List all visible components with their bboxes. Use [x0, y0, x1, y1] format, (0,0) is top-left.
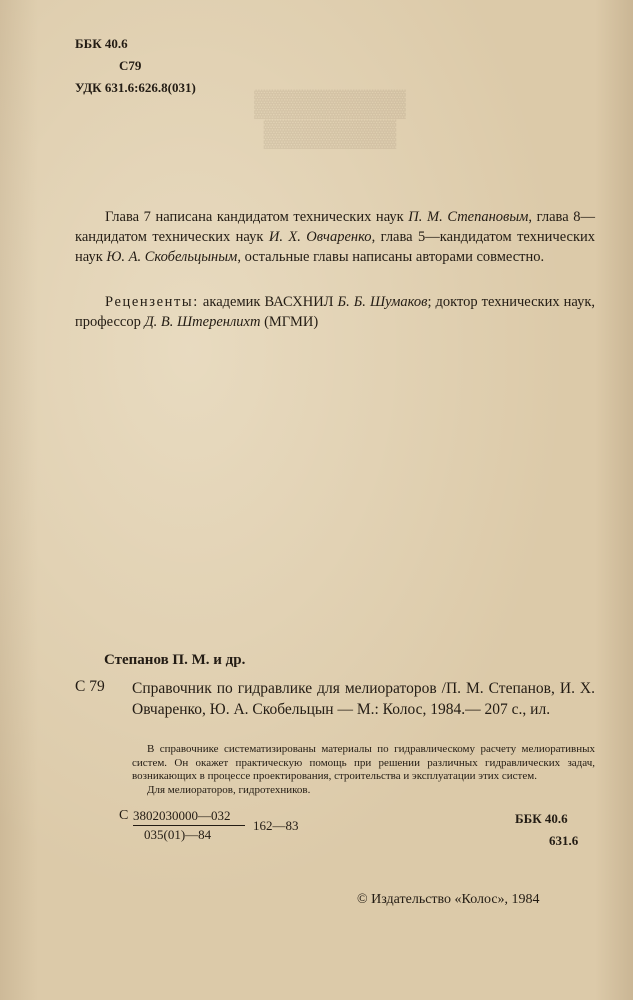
reviewer-name-2: Д. В. Штеренлихт	[144, 314, 261, 330]
author-name-2: И. Х. Овчаренко	[268, 229, 372, 245]
authors-text-3: , глава 5—кандидатом технических наук	[75, 229, 595, 265]
bbk-bottom-line-1: ББК 40.6	[515, 811, 568, 826]
reviewers-text-1: академик ВАСХНИЛ	[198, 294, 338, 310]
catalog-entry-body: Справочник по гидравлике для мелиораторов /П. М. Степанов, И. Х. Овчаренко, Ю. А. Скобельцын — М.: Колос, 1984.— 207 с., ил.	[132, 680, 595, 718]
catalog-entry-number: С 79	[75, 678, 105, 695]
catalog-code: С79	[119, 58, 142, 73]
reviewers-label: Рецензенты:	[105, 294, 199, 310]
catalog-annotation	[132, 743, 595, 797]
code-denominator: 035(01)—84	[144, 827, 212, 842]
author-name-3: Ю. А. Скобельцыным	[106, 249, 238, 265]
catalog-entry-heading: Степанов П. М. и др.	[104, 652, 246, 668]
code-fraction	[133, 808, 245, 843]
bbk-bottom-line-2: 631.6	[549, 833, 579, 848]
classification-codes	[75, 33, 196, 99]
reviewers-text-2: ; доктор технических наук, профессор	[75, 294, 595, 330]
code-suffix: 162—83	[253, 818, 299, 833]
bleed-through-shadow: ▓▓▓▓▓▓▓▓ ▓▓▓▓▓▓▓	[254, 88, 406, 147]
author-name-1: П. М. Степановым	[408, 209, 529, 225]
code-numerator: 3802030000—032	[133, 808, 245, 826]
authors-text-2: , глава 8—кандидатом технических наук	[75, 209, 595, 245]
authors-text-4: , остальные главы написаны авторами совместно.	[237, 249, 545, 265]
authors-text-1: Глава 7 написана кандидатом технических наук	[105, 209, 409, 225]
bbk-code: ББК 40.6	[75, 36, 128, 51]
udk-code: УДК 631.6:626.8(031)	[75, 80, 196, 95]
annotation-text: В справочнике систематизированы материалы по гидравлическому расчету мелиоративных систем. Он окажет практическую помощь при решении различных гидравлических задач, возникающих в процессе проектирования, строительства и эксплуатации этих систем.	[132, 743, 595, 783]
annotation-audience: Для мелиораторов, гидротехников.	[147, 783, 311, 796]
reviewers-text-3: (МГМИ)	[260, 314, 319, 330]
copyright-notice: © Издательство «Колос», 1984	[357, 892, 540, 907]
reviewer-name-1: Б. Б. Шумаков	[337, 294, 428, 310]
bbk-bottom	[515, 808, 578, 852]
reviewers-note	[75, 292, 595, 332]
authors-note	[75, 207, 595, 267]
code-prefix: С	[119, 808, 129, 823]
